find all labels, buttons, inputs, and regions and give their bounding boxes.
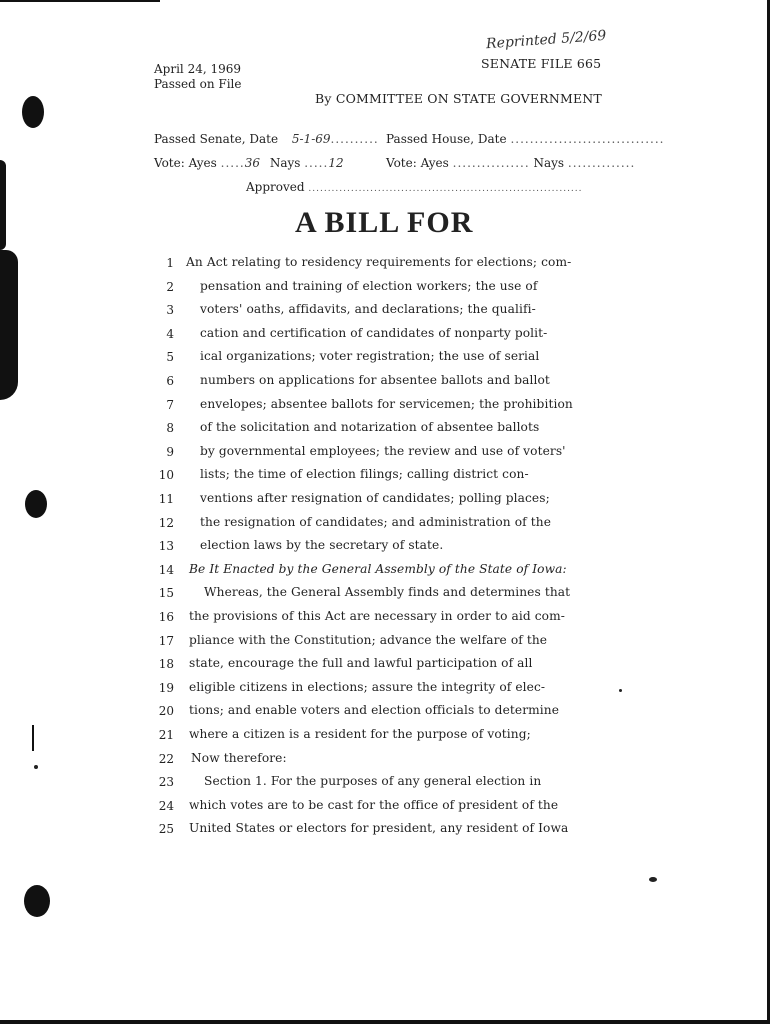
bottom-scan-border xyxy=(0,1020,770,1024)
bill-text-line: envelopes; absentee ballots for servicemen; the prohibition xyxy=(200,397,573,411)
senate-vote-row xyxy=(154,156,344,170)
line-number: 16 xyxy=(158,610,174,624)
house-date-dots: ................................ xyxy=(510,132,665,146)
senate-nays-value: 12 xyxy=(328,156,344,170)
bill-text-line: Now therefore: xyxy=(191,751,287,765)
bill-text-line: voters' oaths, affidavits, and declarations; the qualifi- xyxy=(200,302,536,316)
senate-ayes-value: 36 xyxy=(244,156,260,170)
line-number: 7 xyxy=(166,398,174,412)
line-number: 2 xyxy=(166,280,174,294)
top-edge-rule xyxy=(0,0,160,2)
approved-label: Approved xyxy=(246,180,305,194)
bill-text-line: where a citizen is a resident for the purpose of voting; xyxy=(189,727,531,741)
bill-text-line: which votes are to be cast for the office of president of the xyxy=(189,798,559,812)
right-text-speck xyxy=(619,689,622,692)
bill-text-line: lists; the time of election filings; calling district con- xyxy=(200,467,529,481)
bill-text-line: An Act relating to residency requirements for elections; com- xyxy=(186,255,572,269)
bill-text-line: numbers on applications for absentee ballots and ballot xyxy=(200,373,550,387)
line-number: 9 xyxy=(166,445,174,459)
house-date-label: Passed House, Date xyxy=(386,132,507,146)
line-number: 21 xyxy=(158,728,174,742)
committee-line: By COMMITTEE ON STATE GOVERNMENT xyxy=(315,91,602,106)
line-number: 4 xyxy=(166,327,174,341)
punch-hole-middle xyxy=(25,490,47,518)
left-edge-mark xyxy=(32,725,34,751)
bill-text-line: United States or electors for president, any resident of Iowa xyxy=(189,821,569,835)
line-number: 14 xyxy=(158,563,174,577)
line-number: 19 xyxy=(158,681,174,695)
line-number: 15 xyxy=(158,586,174,600)
bill-text-line: Section 1. For the purposes of any general election in xyxy=(204,774,542,788)
approved-dots: ....................................................................... xyxy=(308,184,583,194)
line-number: 10 xyxy=(158,468,174,482)
handwritten-reprint-note: Reprinted 5/2/69 xyxy=(485,27,607,53)
house-vote-row xyxy=(386,156,635,170)
line-number: 20 xyxy=(158,704,174,718)
line-number: 3 xyxy=(166,303,174,317)
line-number: 6 xyxy=(166,374,174,388)
senate-vote-label: Vote: Ayes xyxy=(154,156,217,170)
bill-text-line: state, encourage the full and lawful participation of all xyxy=(189,656,533,670)
bill-text-line: the resignation of candidates; and administration of the xyxy=(200,515,552,529)
line-number: 24 xyxy=(158,799,174,813)
bill-text-line: ventions after resignation of candidates; polling places; xyxy=(200,491,550,505)
bill-text-line: pliance with the Constitution; advance the welfare of the xyxy=(189,633,548,647)
line-number: 13 xyxy=(158,539,174,553)
line-number: 5 xyxy=(166,350,174,364)
senate-nays-label: Nays xyxy=(269,156,301,170)
bill-text-line: of the solicitation and notarization of absentee ballots xyxy=(200,420,540,434)
bill-text-line: Be It Enacted by the General Assembly of the State of Iowa: xyxy=(189,562,567,576)
bill-text-line: eligible citizens in elections; assure the integrity of elec- xyxy=(189,680,546,694)
senate-ayes-dots: ..... xyxy=(220,156,245,170)
approved-row xyxy=(246,180,583,194)
bill-text-line: cation and certification of candidates of nonparty polit- xyxy=(200,326,548,340)
house-nays-dots: .............. xyxy=(567,156,636,170)
line-number: 22 xyxy=(158,752,174,766)
house-passage-row xyxy=(386,132,665,146)
bill-text-line: by governmental employees; the review and use of voters' xyxy=(200,444,566,458)
bill-text-line: election laws by the secretary of state. xyxy=(200,538,444,552)
bill-text-line: pensation and training of election workers; the use of xyxy=(200,279,538,293)
line-number: 23 xyxy=(158,775,174,789)
line-number: 17 xyxy=(158,634,174,648)
line-number: 25 xyxy=(158,822,174,836)
senate-file-number: SENATE FILE 665 xyxy=(481,56,602,71)
senate-date-dots: .......... xyxy=(330,132,379,146)
bill-date: April 24, 1969 xyxy=(154,62,242,76)
house-nays-label: Nays xyxy=(533,156,565,170)
passed-on-file-note: Passed on File xyxy=(154,77,242,91)
punch-hole-top xyxy=(22,96,44,128)
left-edge-speck xyxy=(34,765,38,769)
line-number: 8 xyxy=(166,421,174,435)
bill-title: A BILL FOR xyxy=(295,206,474,239)
bill-text-line: ical organizations; voter registration; the use of serial xyxy=(200,349,540,363)
bill-text-line: tions; and enable voters and election officials to determine xyxy=(189,703,560,717)
punch-hole-bottom xyxy=(24,885,50,917)
line-number: 1 xyxy=(166,256,174,270)
left-edge-shadow xyxy=(0,250,18,400)
line-number: 12 xyxy=(158,516,174,530)
line-number: 11 xyxy=(158,492,174,506)
senate-date-label: Passed Senate, Date xyxy=(154,132,279,146)
house-vote-label: Vote: Ayes xyxy=(386,156,449,170)
bill-text-line: Whereas, the General Assembly finds and determines that xyxy=(204,585,571,599)
right-margin-speck xyxy=(649,877,657,882)
senate-date-value: 5-1-69 xyxy=(291,132,331,146)
senate-nays-dots: ..... xyxy=(304,156,329,170)
senate-passage-row xyxy=(154,132,379,146)
house-ayes-dots: ................ xyxy=(452,156,530,170)
left-edge-smudge xyxy=(0,160,6,250)
bill-text-line: the provisions of this Act are necessary in order to aid com- xyxy=(189,609,565,623)
line-number: 18 xyxy=(158,657,174,671)
